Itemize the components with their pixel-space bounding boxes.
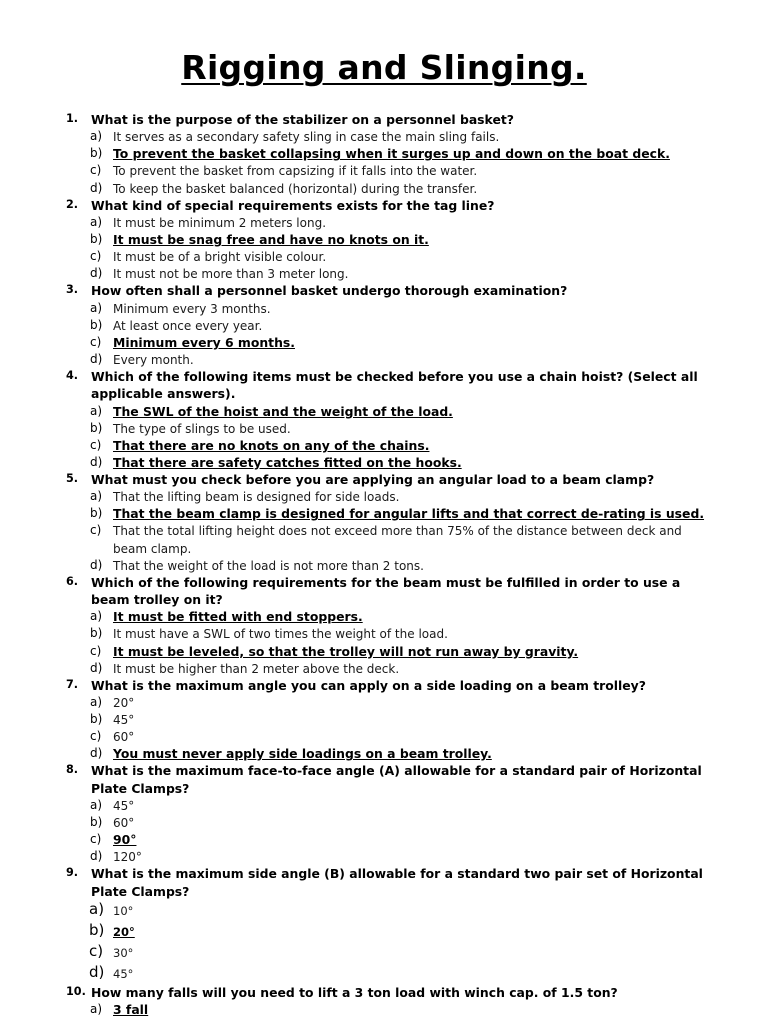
- answer-text: At least once every year.: [113, 318, 263, 333]
- answer-list: [0, 797, 768, 865]
- answer-option: [0, 300, 768, 317]
- answer-option: [0, 351, 768, 368]
- answer-text: 60°: [113, 730, 135, 745]
- answer-text: It must have a SWL of two times the weight of the load.: [113, 627, 448, 642]
- answer-letter: b): [90, 712, 103, 727]
- question-number: 2.: [66, 197, 79, 211]
- answer-letter: d): [89, 962, 105, 981]
- document-title: Rigging and Slinging.: [181, 48, 587, 87]
- answer-option-correct: [0, 334, 768, 351]
- question-item: [0, 368, 768, 471]
- answer-text: You must never apply side loadings on a beam trolley.: [113, 746, 492, 762]
- question-item: [0, 471, 768, 574]
- answer-option: [0, 162, 768, 179]
- answer-letter: b): [90, 815, 103, 830]
- answer-text: To prevent the basket collapsing when it surges up and down on the boat deck.: [113, 146, 670, 162]
- answer-option: [0, 265, 768, 282]
- question-number: 6.: [66, 574, 79, 588]
- answer-list: [0, 900, 768, 984]
- answer-letter: c): [90, 832, 102, 847]
- answer-option: [0, 711, 768, 728]
- answer-text: It must be higher than 2 meter above the deck.: [113, 661, 400, 676]
- answer-letter: d): [90, 351, 103, 366]
- answer-text: That the weight of the load is not more than 2 tons.: [113, 558, 424, 573]
- answer-letter: a): [90, 1002, 103, 1017]
- answer-text: The type of slings to be used.: [113, 421, 291, 436]
- answer-letter: d): [90, 660, 103, 675]
- answer-letter: d): [90, 266, 103, 281]
- question-text: How many falls will you need to lift a 3 ton load with winch cap. of 1.5 ton?: [91, 984, 618, 1000]
- question-list: [0, 111, 768, 1018]
- answer-list: [0, 1001, 768, 1018]
- answer-text: 90°: [113, 832, 137, 848]
- question-text: What must you check before you are applying an angular load to a beam clamp?: [91, 471, 655, 487]
- answer-text: It must be fitted with end stoppers.: [113, 609, 363, 625]
- answer-letter: b): [90, 506, 103, 521]
- answer-list: [0, 128, 768, 196]
- answer-letter: a): [90, 129, 103, 144]
- answer-letter: c): [90, 729, 102, 744]
- answer-option: [0, 660, 768, 677]
- answer-option: [0, 963, 768, 984]
- question-row: [0, 282, 768, 299]
- answer-letter: b): [90, 317, 103, 332]
- answer-option-correct: [0, 643, 768, 660]
- answer-text: 45°: [113, 798, 135, 813]
- question-item: [0, 677, 768, 763]
- answer-letter: a): [90, 300, 103, 315]
- answer-option: [0, 900, 768, 921]
- answer-text: That the total lifting height does not exceed more than 75% of the distance between deck and beam clamp.: [113, 524, 682, 556]
- answer-option-correct: [0, 831, 768, 848]
- answer-text: 10°: [113, 903, 134, 918]
- answer-letter: d): [90, 746, 103, 761]
- answer-letter: c): [90, 334, 102, 349]
- question-row: [0, 111, 768, 128]
- answer-letter: a): [90, 403, 103, 418]
- question-text: Which of the following items must be checked before you use a chain hoist? (Select all applicable answers).: [91, 369, 698, 402]
- answer-letter: c): [90, 643, 102, 658]
- question-item: [0, 984, 768, 1018]
- answer-letter: d): [90, 849, 103, 864]
- answer-text: 45°: [113, 966, 134, 981]
- answer-letter: d): [90, 180, 103, 195]
- answer-option: [0, 848, 768, 865]
- question-number: 7.: [66, 677, 79, 691]
- question-item: [0, 865, 768, 984]
- question-number: 8.: [66, 763, 79, 777]
- answer-letter: a): [89, 899, 105, 918]
- answer-list: [0, 488, 768, 573]
- question-text: How often shall a personnel basket undergo thorough examination?: [91, 283, 568, 299]
- answer-option-correct: [0, 505, 768, 522]
- answer-text: It must be of a bright visible colour.: [113, 250, 327, 265]
- answer-option: [0, 625, 768, 642]
- question-row: [0, 762, 768, 797]
- question-text: What is the maximum side angle (B) allowable for a standard two pair set of Horizontal Plate Clamps?: [91, 866, 703, 899]
- answer-option: [0, 942, 768, 963]
- answer-option: [0, 488, 768, 505]
- answer-option: [0, 728, 768, 745]
- answer-option-correct: [0, 608, 768, 625]
- answer-text: That the beam clamp is designed for angular lifts and that correct de-rating is used.: [113, 506, 705, 522]
- answer-text: It must be snag free and have no knots on it.: [113, 232, 429, 248]
- question-row: [0, 677, 768, 694]
- question-row: [0, 197, 768, 214]
- answer-option: [0, 694, 768, 711]
- question-number: 5.: [66, 471, 79, 485]
- answer-letter: d): [90, 454, 103, 469]
- answer-letter: c): [90, 523, 102, 538]
- answer-option-correct: [0, 745, 768, 762]
- answer-letter: d): [90, 557, 103, 572]
- answer-letter: b): [89, 920, 105, 939]
- answer-text: Every month.: [113, 352, 194, 367]
- answer-letter: a): [90, 609, 103, 624]
- answer-text: That there are safety catches fitted on the hooks.: [113, 454, 462, 470]
- answer-option: [0, 317, 768, 334]
- answer-letter: b): [90, 420, 103, 435]
- answer-option: [0, 522, 768, 556]
- question-item: [0, 762, 768, 865]
- answer-letter: a): [90, 489, 103, 504]
- question-item: [0, 197, 768, 283]
- answer-text: It must be minimum 2 meters long.: [113, 215, 327, 230]
- answer-option: [0, 128, 768, 145]
- question-row: [0, 574, 768, 609]
- answer-text: 20°: [113, 696, 135, 711]
- answer-letter: c): [90, 437, 102, 452]
- answer-option: [0, 420, 768, 437]
- answer-option: [0, 180, 768, 197]
- answer-letter: b): [90, 232, 103, 247]
- question-item: [0, 574, 768, 677]
- answer-list: [0, 694, 768, 762]
- question-number: 9.: [66, 866, 79, 880]
- answer-letter: a): [90, 797, 103, 812]
- answer-text: It must not be more than 3 meter long.: [113, 267, 349, 282]
- answer-option-correct: [0, 403, 768, 420]
- answer-option: [0, 557, 768, 574]
- question-text: What is the purpose of the stabilizer on a personnel basket?: [91, 112, 514, 127]
- answer-option-correct: [0, 454, 768, 471]
- answer-option-correct: [0, 231, 768, 248]
- question-row: [0, 368, 768, 403]
- question-number: 10.: [66, 984, 86, 998]
- answer-letter: c): [89, 941, 104, 960]
- answer-text: 120°: [113, 850, 142, 865]
- question-row: [0, 865, 768, 900]
- answer-text: To keep the basket balanced (horizontal) during the transfer.: [113, 181, 478, 196]
- answer-text: 45°: [113, 713, 135, 728]
- question-item: [0, 282, 768, 368]
- answer-option: [0, 797, 768, 814]
- answer-text: It serves as a secondary safety sling in case the main sling fails.: [113, 130, 500, 145]
- answer-option: [0, 814, 768, 831]
- answer-text: Minimum every 6 months.: [113, 334, 295, 350]
- answer-text: Minimum every 3 months.: [113, 301, 271, 316]
- question-text: What kind of special requirements exists for the tag line?: [91, 197, 495, 213]
- answer-text: 60°: [113, 816, 135, 831]
- answer-text: That there are no knots on any of the chains.: [113, 437, 430, 453]
- answer-text: The SWL of the hoist and the weight of the load.: [113, 403, 453, 419]
- answer-text: 20°: [113, 924, 135, 939]
- answer-list: [0, 214, 768, 282]
- question-item: [0, 111, 768, 197]
- answer-option-correct: [0, 437, 768, 454]
- answer-letter: a): [90, 695, 103, 710]
- answer-option: [0, 248, 768, 265]
- question-text: What is the maximum angle you can apply on a side loading on a beam trolley?: [91, 677, 646, 693]
- question-number: 4.: [66, 369, 79, 383]
- answer-list: [0, 403, 768, 471]
- answer-list: [0, 608, 768, 676]
- answer-option-correct: [0, 921, 768, 942]
- answer-text: That the lifting beam is designed for side loads.: [113, 490, 400, 505]
- answer-option-correct: [0, 1001, 768, 1018]
- answer-text: To prevent the basket from capsizing if it falls into the water.: [113, 164, 478, 179]
- answer-list: [0, 300, 768, 368]
- answer-option-correct: [0, 145, 768, 162]
- answer-letter: c): [90, 163, 102, 178]
- answer-text: 3 fall: [113, 1002, 149, 1018]
- answer-text: 30°: [113, 945, 134, 960]
- question-text: Which of the following requirements for the beam must be fulfilled in order to use a beam trolley on it?: [91, 574, 681, 608]
- answer-option: [0, 214, 768, 231]
- question-text: What is the maximum face-to-face angle (A) allowable for a standard pair of Horizontal Plate Clamps?: [91, 763, 702, 796]
- answer-letter: b): [90, 626, 103, 641]
- answer-letter: b): [90, 146, 103, 161]
- question-row: [0, 984, 768, 1001]
- answer-letter: a): [90, 214, 103, 229]
- question-row: [0, 471, 768, 488]
- answer-text: It must be leveled, so that the trolley will not run away by gravity.: [113, 643, 579, 659]
- question-number: 3.: [66, 283, 79, 297]
- answer-letter: c): [90, 249, 102, 264]
- question-number: 1.: [66, 112, 79, 125]
